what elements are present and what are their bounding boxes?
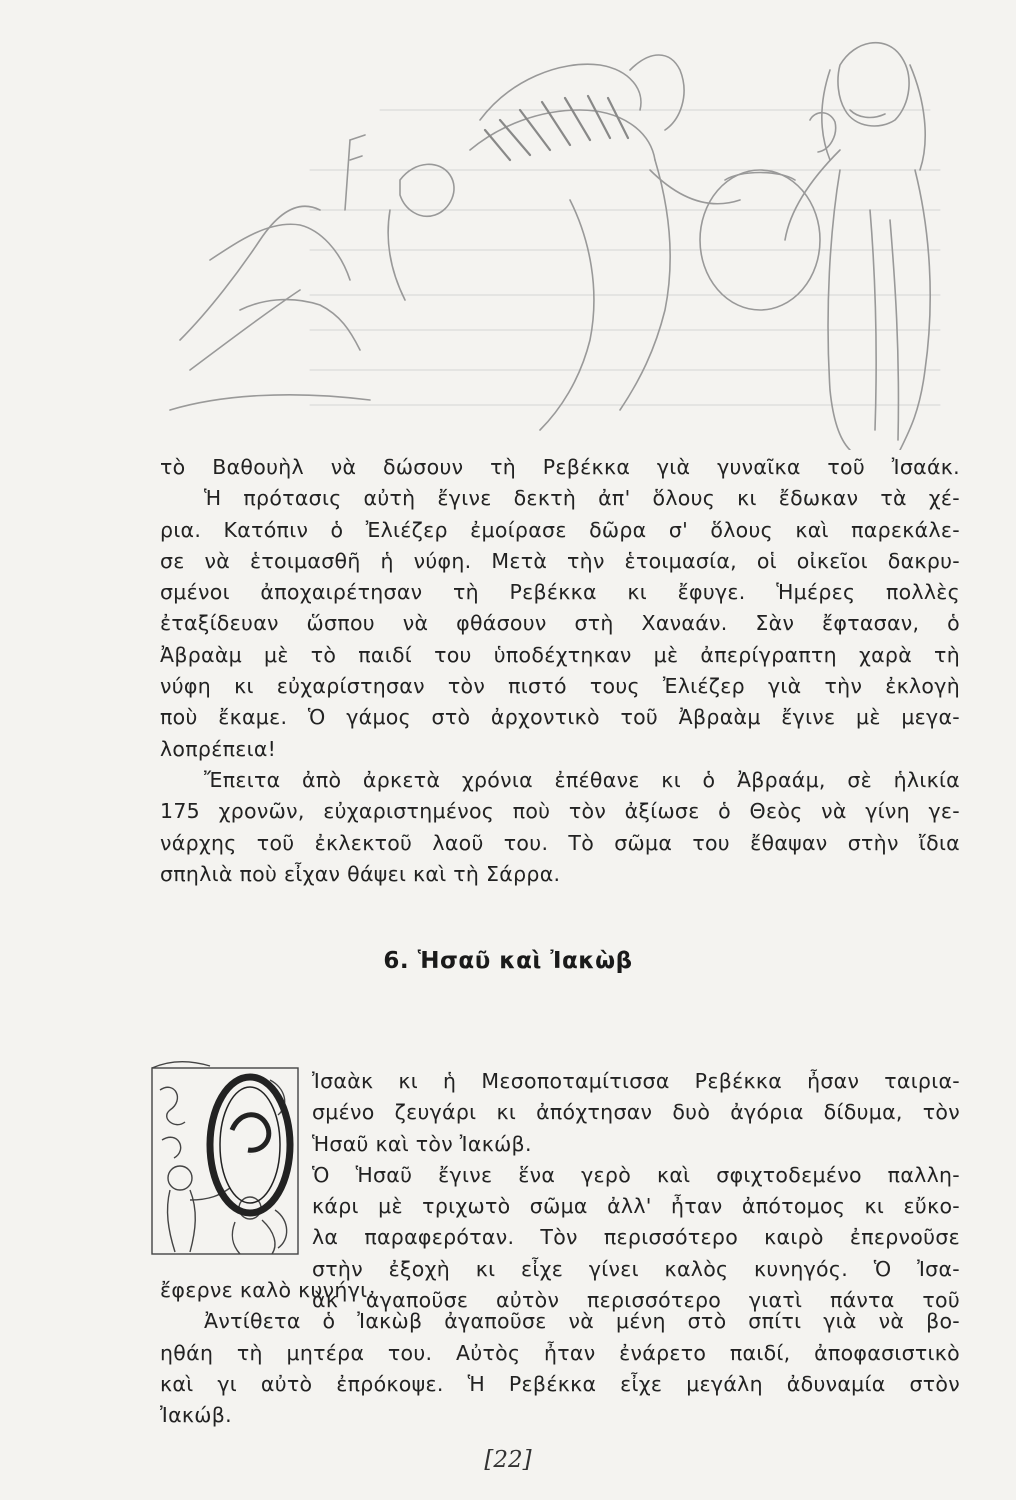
text-line: Ἀβραὰμ μὲ τὸ παιδί του ὑποδέχτηκαν μὲ ἀπερίγραπτη χαρὰ τὴ [160,642,960,667]
text-line: Ἰσαὰκ κι ἡ Μεσοποταμίτισσα Ρεβέκκα ἦσαν ταιρια- [312,1069,960,1093]
text-line: Ὁ Ἡσαῦ ἔγινε ἕνα γερὸ καὶ σφιχτοδεμένο παλλη- [312,1162,960,1187]
text-line: νύφη κι εὐχαρίστησαν τὸν πιστό τους Ἐλιέζερ γιὰ τὴν ἐκλογὴ [160,674,960,699]
text-line: 175 χρονῶν, εὐχαριστημένος ποὺ τὸν ἀξίωσε ὁ Θεὸς νὰ γίνη γε- [160,799,960,824]
text-line: σπηλιὰ ποὺ εἶχαν θάψει καὶ τὴ Σάρρα. [160,861,561,886]
text-line: Ἡ πρότασις αὐτὴ ἔγινε δεκτὴ ἀπ' ὅλους κι ἔδωκαν τὰ χέ- [204,486,960,511]
text-line: ἐταξίδευαν ὥσπου νὰ φθάσουν στὴ Χαναάν. Σὰν ἔφτασαν, ὁ [160,611,960,636]
illustration-rebekah-eliezer [150,10,960,450]
text-line: νάρχης τοῦ ἐκλεκτοῦ λαοῦ του. Τὸ σῶμα του ἔθαψαν στὴν ἴδια [160,830,960,855]
text-line: σμένο ζευγάρι κι ἀπόχτησαν δυὸ ἀγόρια δίδυμα, τὸν [312,1100,960,1125]
text-line: λα παραφερόταν. Τὸν περισσότερο καιρὸ ἐπερνοῦσε [312,1225,960,1250]
text-line: τὸ Βαθουὴλ νὰ δώσουν τὴ Ρεβέκκα γιὰ γυναῖκα τοῦ Ἰσαάκ. [160,455,960,479]
text-line: Ἀντίθετα ὁ Ἰακὼβ ἀγαποῦσε νὰ μένη στὸ σπίτι γιὰ νὰ βο- [204,1309,960,1334]
text-line: σμένοι ἀποχαιρέτησαν τὴ Ρεβέκκα κι ἔφυγε. Ἡμέρες πολλὲς [160,580,960,605]
text-line: καὶ γι αὐτὸ ἐπρόκοψε. Ἡ Ρεβέκκα εἶχε μεγάλη ἀδυναμία στὸν [160,1371,960,1396]
section-heading: 6. Ἡσαῦ καὶ Ἰακὼβ [383,948,633,974]
decorated-initial [150,1060,300,1260]
paragraph-marriage [160,452,960,765]
text-line: σε νὰ ἑτοιμασθῆ ἡ νύφη. Μετὰ τὴν ἑτοιμασία, οἱ οἰκεῖοι δακρυ- [160,548,960,573]
text-line: κάρι μὲ τριχωτὸ σῶμα ἀλλ' ἦταν ἀπότομος κι εὔκο- [312,1194,960,1219]
page-number: [22] [484,1447,532,1473]
text-line: στὴν ἐξοχὴ κι εἶχε γίνει καλὸς κυνηγός. Ὁ Ἰσα- [312,1256,960,1281]
drop-cap-letter: Θ [249,1155,251,1156]
text-line: λοπρέπεια! [160,736,277,761]
text-line: Ἰακώβ. [160,1403,232,1428]
text-line: ποὺ ἔκαμε. Ὁ γάμος στὸ ἀρχοντικὸ τοῦ Ἀβραὰμ ἔγινε μὲ μεγα- [160,705,960,730]
text-line: ρια. Κατόπιν ὁ Ἐλιέζερ ἐμοίρασε δῶρα σ' ὅλους καὶ παρεκάλε- [160,517,960,542]
text-line: ἔφερνε καλὸ κυνήγι. [160,1278,375,1302]
text-line: Ἡσαῦ καὶ τὸν Ἰακώβ. [312,1131,532,1156]
text-line: ηθάη τὴ μητέρα του. Αὐτὸς ἦταν ἐνάρετο παιδί, ἀποφασιστικὸ [160,1340,960,1365]
text-line: Ἔπειτα ἀπὸ ἀρκετὰ χρόνια ἐπέθανε κι ὁ Ἀβραάμ, σὲ ἡλικία [204,768,960,792]
text-line: ὰκ ἀγαποῦσε αὐτὸν περισσότερο γιατὶ πάντα τοῦ [312,1288,960,1313]
paragraph-abraham-death [160,765,960,890]
paragraph-jacob [160,1275,960,1431]
